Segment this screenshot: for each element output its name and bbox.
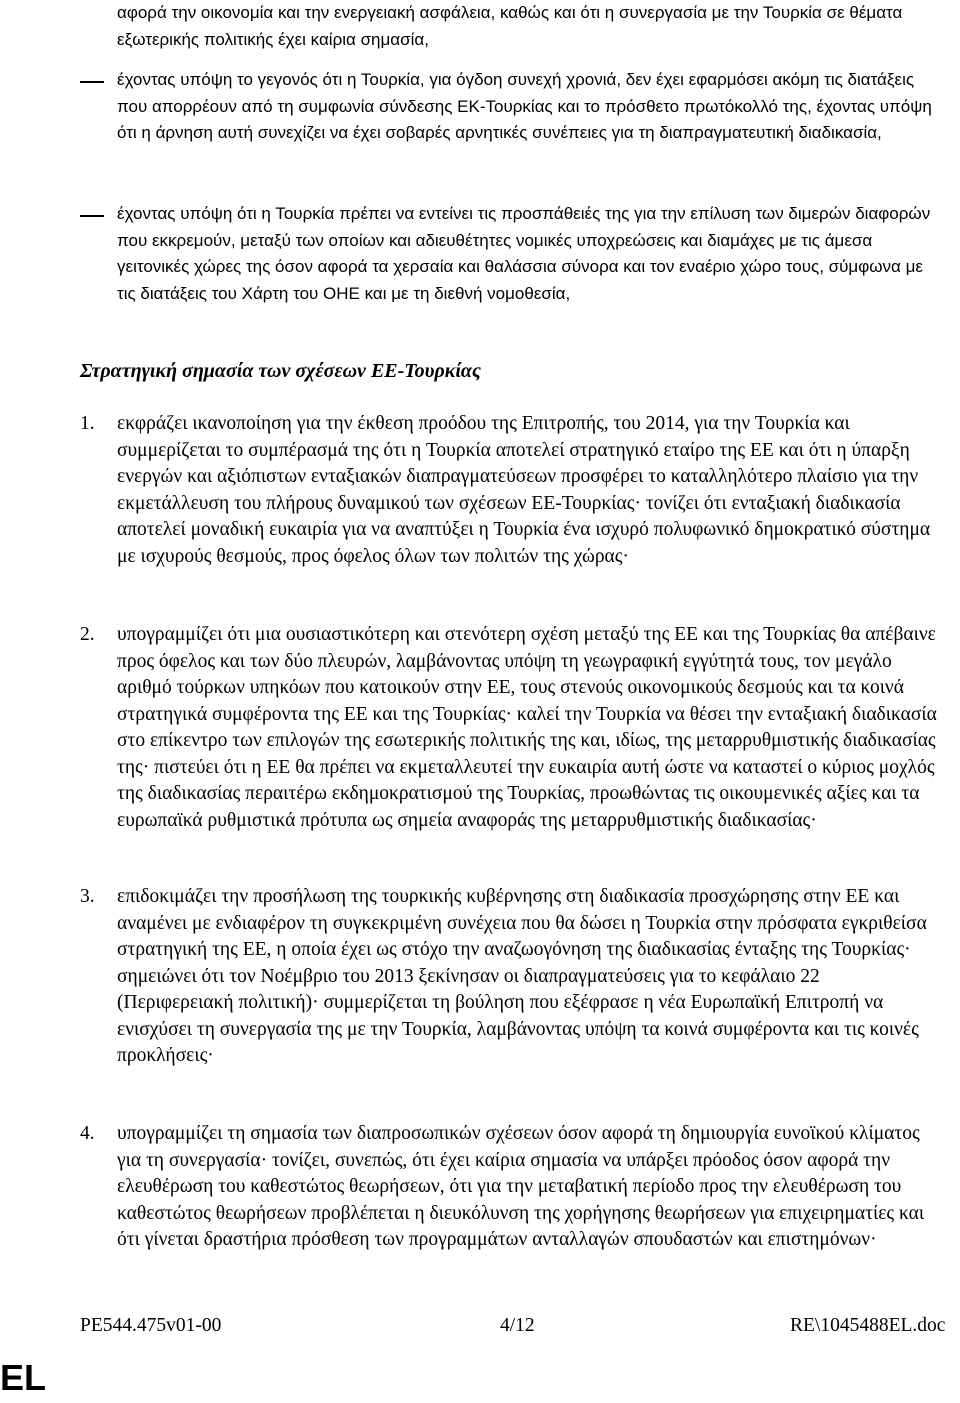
recital-text: έχοντας υπόψη ότι η Τουρκία πρέπει να εντείνει τις προσπάθειές της για την επίλυση των διμερών διαφορών που εκκρεμούν, μεταξύ των οποίων και αδιευθέτητες νομικές υποχρεώσεις και διαμάχες με τις άμεσα γειτονικές χώρες της όσον αφορά τα χερσαία και θαλάσσια σύνορα και τον εναέριο χώρο τους, σύμφωνα με τις διατάξεις του Χάρτη του ΟΗΕ και με τη διεθνή νομοθεσία,: [117, 204, 931, 303]
recital-text: έχοντας υπόψη το γεγονός ότι η Τουρκία, για όγδοη συνεχή χρονιά, δεν έχει εφαρμόσει ακόμη τις διατάξεις που απορρέουν από τη συμφωνία σύνδεσης ΕΚ-Τουρκίας και το πρόσθετο πρωτόκολλό της, έχοντας υπόψη ότι η άρνηση αυτή συνεχίζει να έχει σοβαρές αρνητικές συνέπειες για τη διαπραγματευτική διαδικασία,: [117, 70, 932, 142]
paragraph-text: υπογραμμίζει ότι μια ουσιαστικότερη και στενότερη σχέση μεταξύ της ΕΕ και της Τουρκίας θα απέβαινε προς όφελος και των δύο πλευρών, λαμβάνοντας υπόψη τη γεωγραφική εγγύτητά τους, τον μεγάλο αριθμό τούρκων υπηκόων που κατοικούν στην ΕΕ, τους στενούς οικονομικούς δεσμούς και τα κοινά στρατηγικά συμφέροντα της ΕΕ και της Τουρκίας· καλεί την Τουρκία να θέσει την ενταξιακή διαδικασία στο επίκεντρο των επιλογών της εσωτερικής πολιτικής της και, ιδίως, της μεταρρυθμιστικής διαδικασίας της· πιστεύει ότι η ΕΕ θα πρέπει να εκμεταλλευτεί την ευκαιρία αυτή ώστε να καταστεί ο κύριος μοχλός της διαδικασίας περαιτέρω εκδημοκρατισμού της Τουρκίας, προωθώντας τις οικουμενικές αξίες και τα ευρωπαϊκά ρυθμιστικά πρότυπα ως σημεία αναφοράς της μεταρρυθμιστικής διαδικασίας·: [117, 624, 937, 831]
intro-continuation-text: αφορά την οικονομία και την ενεργειακή ασφάλεια, καθώς και ότι η συνεργασία με την Τουρκία σε θέματα εξωτερικής πολιτικής έχει καίρια σημασία,: [117, 3, 903, 49]
paragraph-number: 3.: [80, 886, 95, 907]
paragraph-text: επιδοκιμάζει την προσήλωση της τουρκικής κυβέρνησης στη διαδικασία προσχώρησης στην ΕΕ και αναμένει με ενδιαφέρον τη συγκεκριμένη συνέχεια που θα δώσει η Τουρκία στην πρόσφατα εγκριθείσα στρατηγική της ΕΕ, η οποία έχει ως στόχο την αναζωογόνηση της διαδικασίας ένταξης της Τουρκίας· σημειώνει ότι τον Νοέμβριο του 2013 ξεκίνησαν οι διαπραγματεύσεις για το κεφάλαιο 22 (Περιφερειακή πολιτική)· συμμερίζεται τη βούληση που εξέφρασε η νέα Ευρωπαϊκή Επιτροπή να ενισχύσει τη συνεργασία της με την Τουρκία, λαμβάνοντας υπόψη τα κοινά συμφέροντα και τις κοινές προκλήσεις·: [117, 886, 927, 1066]
section-heading: Στρατηγική σημασία των σχέσεων ΕΕ-Τουρκίας: [80, 360, 481, 382]
paragraph-number: 4.: [80, 1123, 95, 1144]
recital-dash: [80, 215, 104, 217]
footer-page-number: 4/12: [500, 1315, 535, 1336]
paragraph-number: 2.: [80, 624, 95, 645]
recital-dash: [80, 81, 104, 83]
paragraph-text: εκφράζει ικανοποίηση για την έκθεση προόδου της Επιτροπής, του 2014, για την Τουρκία και συμμερίζεται το συμπέρασμά της ότι η Τουρκία αποτελεί στρατηγικό εταίρο της ΕΕ και ότι η ύπαρξη ενεργών και αξιόπιστων ενταξιακών διαπραγματεύσεων προσφέρει το καταλληλότερο πλαίσιο για την εκμετάλλευση του πλήρους δυναμικού των σχέσεων ΕΕ-Τουρκίας· τονίζει ότι ενταξιακή διαδικασία αποτελεί μοναδική ευκαιρία για να αναπτύξει η Τουρκία ένα ισχυρό πολυφωνικό δημοκρατικό σύστημα με ισχυρούς θεσμούς, προς όφελος όλων των πολιτών της χώρας·: [117, 413, 931, 567]
footer-file-name: RE\1045488EL.doc: [790, 1315, 946, 1336]
paragraph-text: υπογραμμίζει τη σημασία των διαπροσωπικών σχέσεων όσον αφορά τη δημιουργία ευνοϊκού κλίματος για τη συνεργασία· τονίζει, συνεπώς, ότι έχει καίρια σημασία να υπάρξει πρόοδος όσον αφορά την ελευθέρωση του καθεστώτος θεωρήσεων, ότι για την μεταβατική περίοδο προς την ελευθέρωση του καθεστώτος θεωρήσεων προβλέπεται η διευκόλυνση της χορήγησης θεωρήσεων για επιχειρηματίες και ότι γίνεται δραστήρια πρόσθεση των προγραμμάτων ανταλλαγών σπουδαστών και επιστημόνων·: [117, 1123, 925, 1250]
language-code: EL: [0, 1357, 47, 1398]
paragraph-number: 1.: [80, 413, 95, 434]
footer-reference: PE544.475v01-00: [80, 1315, 222, 1336]
